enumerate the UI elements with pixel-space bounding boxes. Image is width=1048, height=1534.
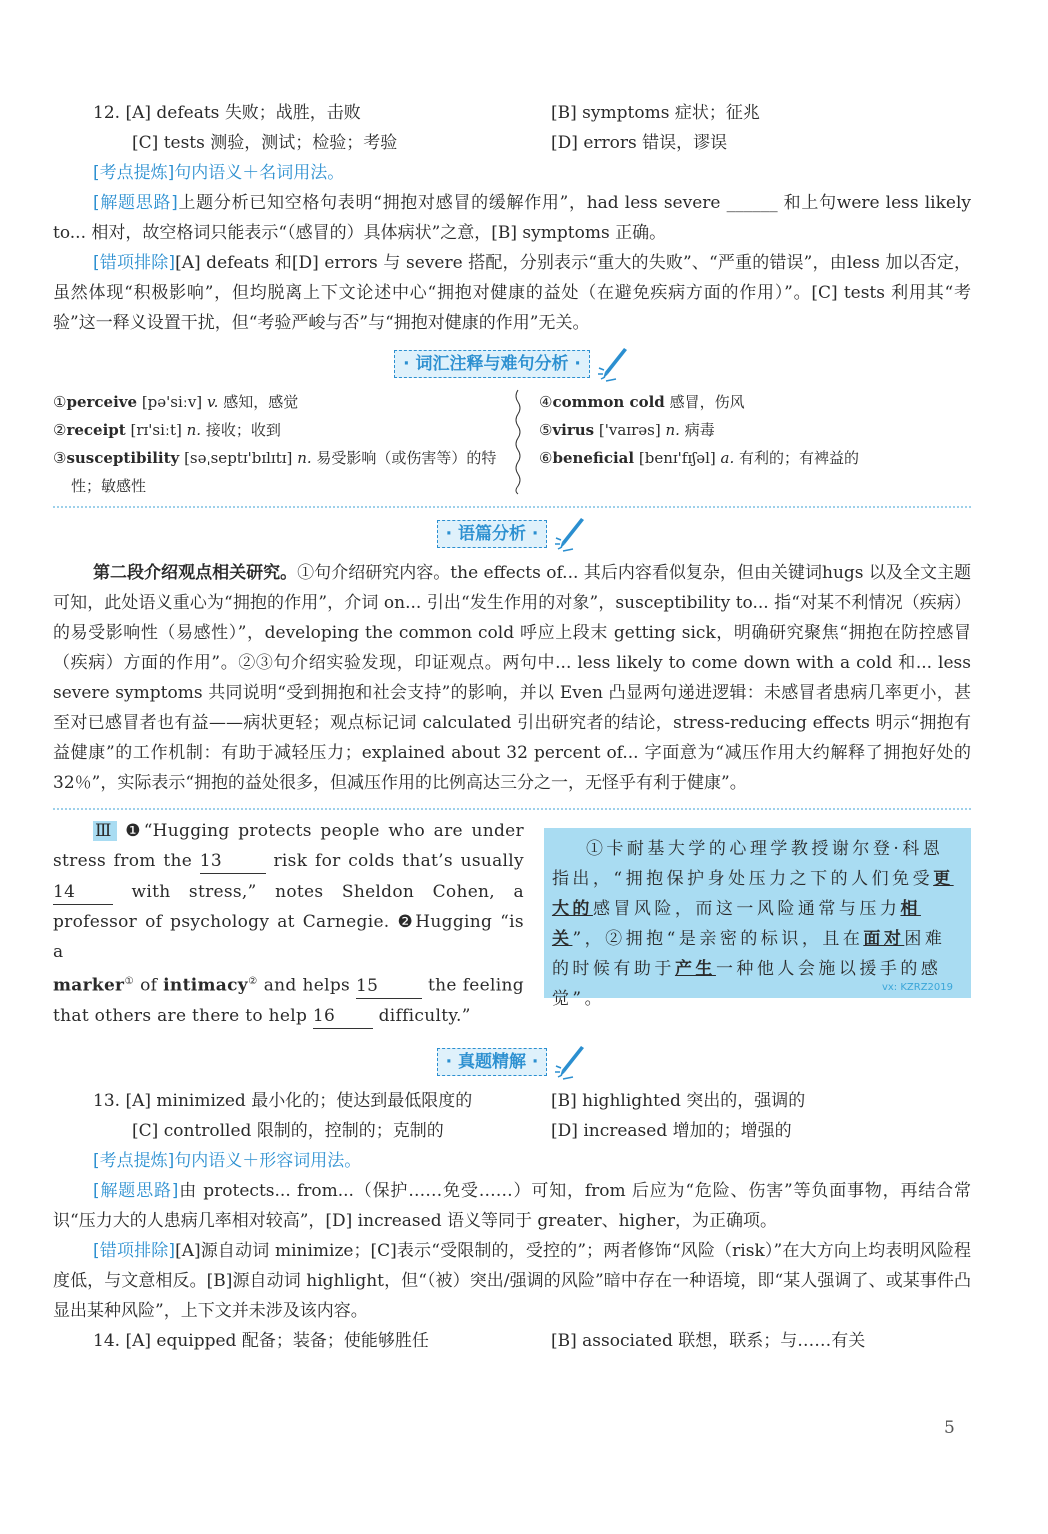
vocab-ipa: ['vaɪrəs] [598,421,661,439]
wavy-divider-icon [513,388,523,496]
q13-options-row-2 [53,1116,971,1146]
dotted-divider [53,808,971,810]
translation-text: 困难的时候有助于 [551,929,946,979]
vocab-num: ② [53,421,67,439]
vocab-meaning: 接收；收到 [205,421,281,439]
q13-point [53,1146,971,1176]
vocab-item [53,388,503,416]
vocab-num: ③ [53,449,67,467]
option-word: symptoms [582,103,670,123]
discourse-analysis [53,558,971,798]
q14-options-row-1 [53,1326,971,1356]
option-meaning: 最小化的；使达到最低限度的 [251,1090,473,1111]
question-number: 13. [93,1090,121,1111]
blank-14[interactable]: 14 [53,880,113,905]
wrong-tag: [错项排除] [93,1240,176,1261]
translation-text: ①卡耐基大学的心理学教授谢尔登·科恩指出，“拥抱保护身处压力之下的人们免受 [551,839,944,889]
dotted-divider [53,506,971,508]
page-number: 5 [944,1418,955,1438]
wrong-text: [A] defeats 和[D] errors 与 severe 搭配，分别表示“重大的失败”、“严重的错误”，由less 加以否定，虽然体现“积极影响”，但均脱离上下文论述中心“拥抱对健康的益处（在避免疾病方面的作用）”。[C] tests 利用其“考验”这一释义设置干扰，但“考验严峻与否”与“拥抱对健康的作用”无关。 [53,253,972,333]
vocab-list [53,388,971,500]
vocab-word: virus [552,421,595,439]
point-text: 句内语义＋名词用法。 [174,163,345,183]
page-content [53,98,971,1356]
footnote-ref: ① [124,976,135,988]
paragraph-label: Ⅲ [95,821,115,841]
idea-text: 由 protects... from...（保护……免受……）可知，from 后应为“危险、伤害”等负面事物，再结合常识“压力大的人患病几率相对较高”，[D] increased 语义等同于 greater、higher，为正确项。 [53,1180,971,1231]
vocab-pos: n. [665,421,680,439]
pen-icon [553,1044,587,1080]
vocab-meaning: 易受影响（或伤害等）的特性；敏感性 [71,449,497,495]
vocab-meaning: 病毒 [684,421,715,439]
option-meaning: 症状；征兆 [674,103,760,123]
vocab-num: ④ [539,393,553,411]
option-key: [D] [551,1120,578,1141]
q13-option-c [53,1116,551,1146]
discourse-section-header [53,514,971,554]
option-word: associated [582,1330,673,1351]
vocab-num: ⑤ [539,421,553,439]
option-meaning: 突出的，强调的 [686,1090,806,1111]
q12-options-row-2 [53,128,971,158]
translation-text: ”，②拥抱“是亲密的标识，且在 [572,929,864,949]
passage-text: the feeling [428,976,524,997]
vocab-item [53,416,503,444]
option-meaning: 增加的；增强的 [672,1120,792,1141]
discourse-lead: 第二段介绍观点相关研究。 [93,563,298,583]
vocab-pos: n. [297,449,312,467]
q14-option-a [53,1326,551,1356]
point-tag: [考点提炼] [93,163,175,183]
vocab-word: beneficial [552,449,635,467]
vocab-item [539,388,971,416]
point-tag: [考点提炼] [93,1150,175,1171]
q13-idea [53,1176,971,1236]
q13-wrong [53,1236,971,1326]
option-meaning: 测验，测试；检验；考验 [210,133,398,153]
vocab-ipa: [pə'siːv] [141,393,203,411]
discourse-text: ①句介绍研究内容。the effects of... 其后内容看似复杂，但由关键词hugs 以及全文主题可知，此处语义重心为“拥抱的作用”，介词 on... 引出“发生作用的对象”，susceptibility to... 指“对某不利情况（疾病）的易受影响性（易感性）”，developing the common cold 呼应上段末 getting sick，明确研究聚焦“拥抱在防控感冒（疾病）方面的作用”。②③句介绍实验发现，印证观点。两句中... less likely to come down with a cold 和... less severe symptoms 共同说明“受到拥抱和社会支持”的影响，并以 Even 凸显两句递进逻辑：未感冒者患病几率更小，甚至对已感冒者也有益——病状更轻；观点标记词 calculated 引出研究者的结论，stress-reducing effects 明示“拥抱有益健康”的工作机制：有助于减轻压力；explained about 32 percent of... 字面意为“减压作用大约解释了拥抱好处的32％”，实际表示“拥抱的益处很多，但减压作用的比例高达三分之一，无怪乎有利于健康”。 [53,563,971,793]
answers-section-header [53,1042,971,1082]
vocab-left-column [53,388,503,500]
translation-text: 感冒风险，而这一风险通常与压力 [592,899,901,919]
vocab-pos: n. [186,421,202,439]
vocab-meaning: 有利的；有裨益的 [739,449,860,467]
blank-15[interactable]: 15 [356,974,422,999]
section-title: · 语篇分析 · [437,520,548,548]
footnote-ref: ② [247,976,258,988]
vocab-num: ⑥ [539,449,553,467]
q12-option-a [53,98,551,128]
translation-key-term: 相关 [551,899,921,949]
passage-text: that others are there to help [53,1006,308,1027]
passage-text: and helps [263,976,351,997]
passage-text: of [140,976,158,997]
sentence-marker: ❶ [125,821,144,841]
q13-option-a [53,1086,551,1116]
option-key: [B] [551,1330,577,1351]
vocab-num: ① [53,393,67,411]
option-key: [A] [125,1090,151,1111]
vocab-word: common cold [552,393,665,411]
vocab-meaning: 感知，感觉 [223,393,299,411]
vocab-item [53,444,503,500]
translation-key-term: 更大的 [551,869,954,919]
option-meaning: 错误，谬误 [642,133,728,153]
vocab-pos: v. [206,393,219,411]
q13-option-b [551,1086,971,1116]
passage-text: difficulty.” [378,1006,471,1027]
option-word: defeats [156,103,220,123]
translation-text: 一种他人会施以援手的感觉”。 [551,959,942,1009]
vocab-word: perceive [66,393,138,411]
option-key: [A] [125,1330,151,1351]
q12-option-c [53,128,551,158]
translation-key-term: 面对 [863,929,905,949]
passage-text: risk for colds that’s usually [273,851,524,872]
option-meaning: 失败；战胜，击败 [224,103,361,123]
option-word: minimized [156,1090,246,1111]
pen-icon [596,346,630,382]
vocab-pos: a. [720,449,735,467]
option-meaning: 限制的，控制的；克制的 [256,1120,444,1141]
option-word: tests [163,133,205,153]
q12-wrong [53,248,971,338]
option-word: increased [583,1120,668,1141]
q13-options-row-1 [53,1086,971,1116]
vocab-section-header [53,344,971,384]
vocab-ipa: [rɪ'siːt] [130,421,182,439]
idea-tag: [解题思路] [93,193,178,213]
sentence-marker: ❷ [397,911,416,932]
section-title: · 词汇注释与难句分析 · [394,350,590,378]
pen-icon [553,516,587,552]
option-word: errors [583,133,637,153]
blank-16[interactable]: 16 [313,1004,373,1029]
point-text: 句内语义＋形容词用法。 [174,1150,362,1171]
column-separator [503,388,533,500]
option-word: highlighted [582,1090,681,1111]
section-title: · 真题精解 · [437,1048,548,1076]
vocab-ipa: [benɪ'fɪʃəl] [638,449,716,467]
q12-point [53,158,971,188]
vocab-ipa: [səˌseptɪ'bɪlɪtɪ] [184,449,293,467]
option-meaning: 配备；装备；使能够胜任 [241,1330,429,1351]
vocab-word: receipt [66,421,126,439]
wrong-tag: [错项排除] [93,253,176,273]
question-number: 12. [93,103,121,123]
idea-text: 上题分析已知空格句表明“拥抱对感冒的缓解作用”，had less severe ______ 和上句were less likely to... 相对，故空格词只能表示“（感冒的）具体病状”之意，[B] symptoms 正确。 [53,193,972,243]
passage-text: professor of psychology at Carnegie. [53,911,390,932]
option-key: [A] [125,103,151,123]
passage-translation [544,828,971,1009]
wrong-text: [A]源自动词 minimize；[C]表示“受限制的，受控的”；两者修饰“风险（risk）”在大方向上均表明风险程度低，与文意相反。[B]源自动词 highlight，但“（被）突出/强调的风险”暗中存在一种语境，即“某人强调了、或某事件凸显出某种风险”，上下文并未涉及该内容。 [53,1240,971,1321]
q12-option-b [551,98,971,128]
q13-option-d [551,1116,971,1146]
option-key: [D] [551,133,578,153]
option-key: [C] [132,1120,159,1141]
passage-english [53,816,524,1032]
idea-tag: [解题思路] [93,1180,179,1201]
vocab-word: susceptibility [66,449,180,467]
blank-13[interactable]: 13 [200,849,266,874]
option-key: [B] [551,103,577,123]
passage-block [53,816,971,1032]
vocab-ref-intimacy: intimacy [163,976,248,997]
option-word: controlled [163,1120,252,1141]
passage-text: “Hugging protects people who are under [143,821,524,841]
q12-idea [53,188,971,248]
q12-option-d [551,128,971,158]
passage-text: Hugging “is a [53,911,524,963]
option-meaning: 联想，联系；与……有关 [678,1330,866,1351]
vocab-item [539,416,971,444]
translation-key-term: 产生 [674,959,716,979]
vocab-ref-marker: marker [53,976,125,997]
q12-options-row-1 [53,98,971,128]
option-key: [C] [132,133,159,153]
watermark: vx: KZRZ2019 [881,982,953,993]
vocab-right-column [533,388,971,500]
passage-text: with stress,” notes Sheldon Cohen, a [131,881,524,902]
q14-option-b [551,1326,971,1356]
vocab-meaning: 感冒，伤风 [669,393,745,411]
option-key: [B] [551,1090,577,1111]
question-number: 14. [93,1330,121,1351]
vocab-item [539,444,971,472]
option-word: equipped [156,1330,237,1351]
passage-text: stress from the [53,851,193,872]
